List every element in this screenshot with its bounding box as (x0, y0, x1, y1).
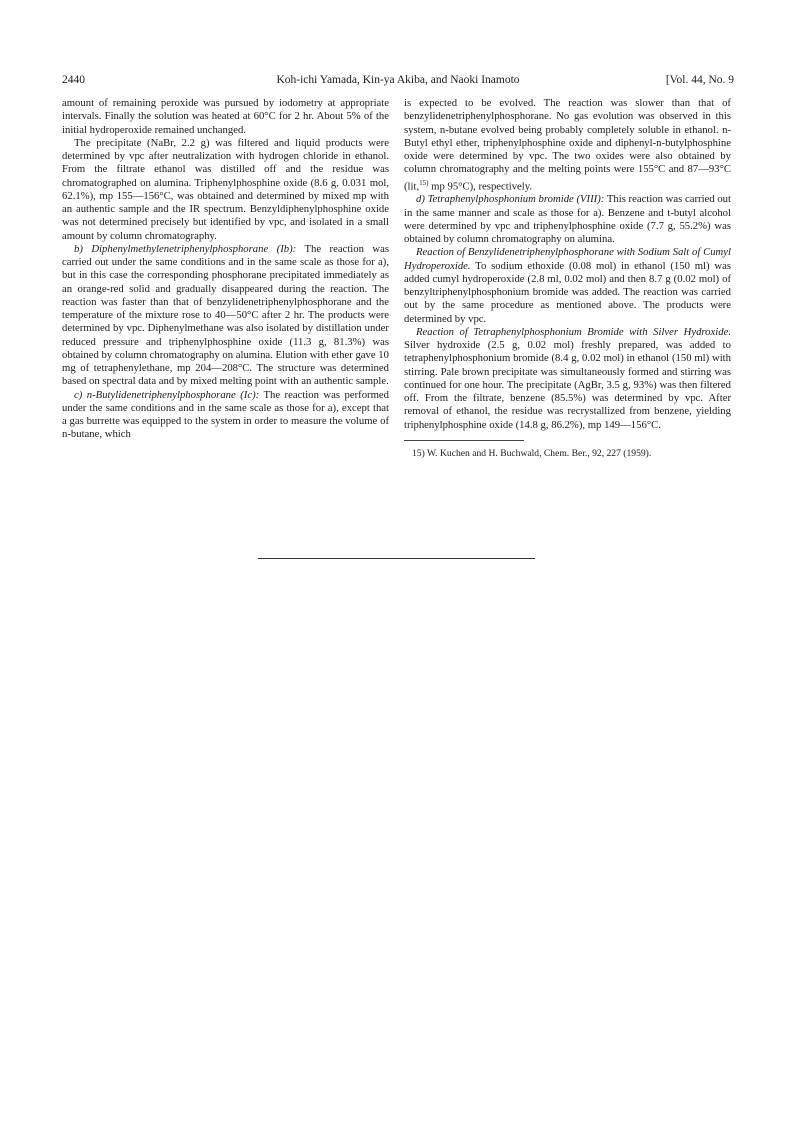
footnote-15: 15) W. Kuchen and H. Buchwald, Chem. Ber., 92, 227 (1959). (412, 447, 652, 459)
paragraph-cumyl (404, 246, 731, 326)
paragraph-iodometry: amount of remaining peroxide was pursued by iodometry at appropriate intervals. Finally the solution was heated at 60°C for 2 hr. About 5% of the initial hydroperoxide remained unchanged. (62, 97, 389, 136)
text-ic-tail: mp 95°C), respectively. (428, 180, 533, 193)
citation-15: 15) (419, 178, 429, 187)
text-silver: Silver hydroxide (2.5 g, 0.02 mol) freshly prepared, was added to tetraphenylphosphonium bromide (8.4 g, 0.02 mol) in ethanol (150 ml) with stirring. Pale brown precipitate was simultaneously formed and stirring was continued for one hour. The precipitate (AgBr, 3.5 g, 93%) was then filtered off. From the filtrate, benzene (85.5%) was determined by vpc. After removal of ethanol, the residue was recrystallized from benzene, yielding triphenylphosphine oxide (14.8 g, 86.2%), mp 149—156°C. (404, 339, 731, 431)
heading-cumyl: Reaction of Benzylidenetriphenylphosphorane with Sodium Salt of Cumyl Hydroperoxide. (404, 246, 731, 272)
paragraph-ic-continued (404, 97, 731, 193)
text-viii: This reaction was carried out in the same manner and scale as those for a). Benzene and t-butyl alcohol were determined by vpc and triphenylphosphine oxide (7.7 g, 55.2%) was obtained by column chromatography on alumina. (404, 193, 731, 246)
text-cumyl: To sodium ethoxide (0.08 mol) in ethanol (150 ml) was added cumyl hydroperoxide (2.8 ml, 0.02 mol) and then 8.7 g (0.02 mol) of benzyltriphenylphosphonium bromide was added. The reaction was carried out by the same procedure as mentioned above. The products were determined by vpc. (404, 259, 731, 325)
running-authors: Koh-ichi Yamada, Kin-ya Akiba, and Naoki Inamoto (276, 74, 520, 86)
heading-ib: b) Diphenylmethylenetriphenylphosphorane (Ib): (74, 242, 297, 255)
paragraph-silver (404, 326, 731, 432)
text-ic: The reaction was performed under the same conditions and in the same scale as those for a), except that a gas burrette was equipped to the system in order to measure the volume of n-butane, which (62, 388, 390, 441)
paragraph-ib (62, 243, 389, 389)
page-header (62, 74, 734, 90)
heading-viii: d) Tetraphenylphosphonium bromide (VIII): (416, 193, 605, 206)
end-rule (258, 558, 535, 559)
heading-ic: c) n-Butylidenetriphenylphosphorane (Ic): (74, 388, 260, 401)
left-column (62, 97, 389, 442)
page-number: 2440 (62, 74, 85, 86)
footnote-rule (404, 440, 524, 441)
paragraph-precipitate: The precipitate (NaBr, 2.2 g) was filtered and liquid products were determined by vpc after neutralization with hydrogen chloride in ethanol. From the filtrate ethanol was distilled off and the residue was chromatographed on alumina. Triphenylphosphine oxide (8.6 g, 0.031 mol, 62.1%), mp 155—156°C, was obtained and determined by mixed mp with an authentic sample and the IR spectrum. Benzyldiphenylphosphine oxide was not determined precisely but identified by vpc, and isolated in a small amount by column chromatography. (62, 136, 389, 242)
text-ib: The reaction was carried out under the same conditions and in the same scale as those for a), but in this case the corresponding phosphorane precipitated immediately as an orange-red solid and gradually disappeared during the reaction. The reaction was faster than that of benzylidenetriphenylphosphorane and the temperature of the mixture rose to 40—50°C after 2 hr. The products were determined by vpc. Diphenylmethane was also isolated by distillation under reduced pressure and triphenylphosphine oxide (11.3 g, 81.3%) was obtained by column chromatography on alumina. Elution with ether gave 10 mg of tetraphenylethane, mp 204—208°C. The structure was determined based on spectral data and by mixed melting point with an authentic sample. (62, 242, 390, 388)
volume-label: [Vol. 44, No. 9 (665, 74, 734, 86)
paragraph-viii (404, 193, 731, 246)
right-column (404, 97, 731, 460)
text-ic-continued: is expected to be evolved. The reaction was slower than that of benzylidenetriphenylphosphorane. No gas evolution was observed in this system, n-butane evolved being probably completely soluble in ethanol. n-Butyl ethyl ether, triphenylphosphine oxide and diphenyl-n-butylphosphine oxide were determined by vpc. The two oxides were also obtained by column chromatography and the melting points were 155°C and 87—93°C (lit, (404, 97, 731, 193)
paragraph-ic (62, 389, 389, 442)
heading-silver: Reaction of Tetraphenylphosphonium Bromide with Silver Hydroxide. (416, 325, 731, 338)
